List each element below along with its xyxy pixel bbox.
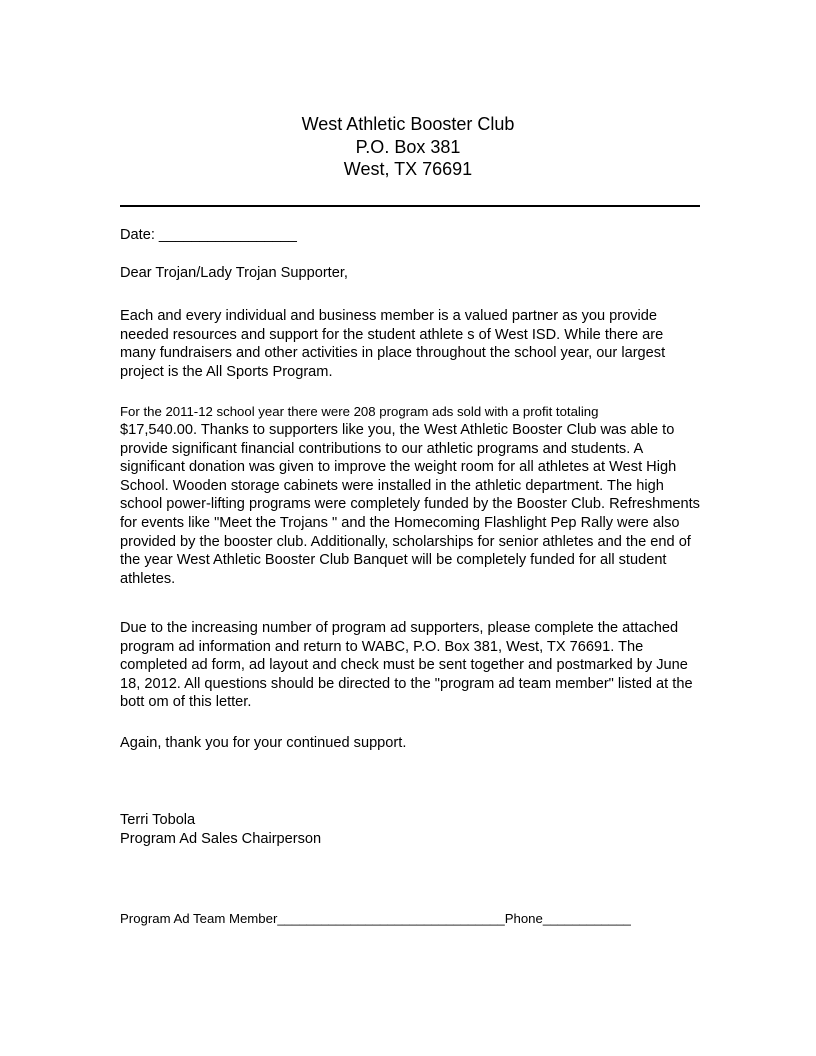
greeting: Dear Trojan/Lady Trojan Supporter, (120, 265, 348, 281)
paragraph-1 (120, 307, 700, 381)
po-box: P.O. Box 381 (355, 136, 461, 157)
team-member-label: Program Ad Team Member (120, 911, 278, 926)
signer-title: Program Ad Sales Chairperson (120, 830, 322, 847)
team-member-blank: _______________________________ (277, 911, 505, 926)
paragraph-2 (120, 403, 700, 588)
date-line: Date: _________________ (120, 227, 297, 243)
phone-label: Phone (504, 911, 543, 926)
signer-name: Terri Tobola (120, 812, 196, 828)
paragraph-2-first-line: For the 2011-12 school year there were 208 program ads sold with a profit totaling (120, 404, 599, 419)
signature-block (120, 811, 700, 848)
footer-contact-line (120, 911, 631, 927)
phone-blank: ____________ (542, 911, 631, 926)
paragraph-3-text: Due to the increasing number of program ad supporters, please complete the attached program ad information and return to WABC, P.O. Box 381, West, TX 76691. The completed ad form, ad layout and check must be sent together and postmarked by June 18, 2012. All questions should be directed to the "program ad team member" listed at the bott om of this letter. (120, 620, 693, 711)
city-state: West, TX 76691 (343, 159, 473, 179)
org-name: West Athletic Booster Club (301, 114, 515, 134)
letterhead (0, 113, 816, 181)
paragraph-1-text: Each and every individual and business member is a valued partner as you provide needed resources and support for the student athlete s of West ISD. While there are many fundraisers and other activities in place throughout the school year, our largest project is the All Sports Program. (120, 308, 666, 380)
paragraph-3 (120, 619, 700, 712)
header-divider (120, 205, 700, 207)
paragraph-4: Again, thank you for your continued support. (120, 735, 407, 751)
paragraph-2-text: $17,540.00. Thanks to supporters like you, the West Athletic Booster Club was able to provide significant financial contributions to our athletic programs and students. A significant donation was given to improve the weight room for all athletes at West High School. Wooden storage cabinets were installed in the athletic department. The high school power-lifting programs were completely funded by the Booster Club. Refreshments for events like "Meet the Trojans " and the Homecoming Flashlight Pep Rally were also provided by the booster club. Additionally, scholarships for senior athletes and the end of the year West Athletic Booster Club Banquet will be completely funded for all student athletes. (120, 422, 700, 587)
